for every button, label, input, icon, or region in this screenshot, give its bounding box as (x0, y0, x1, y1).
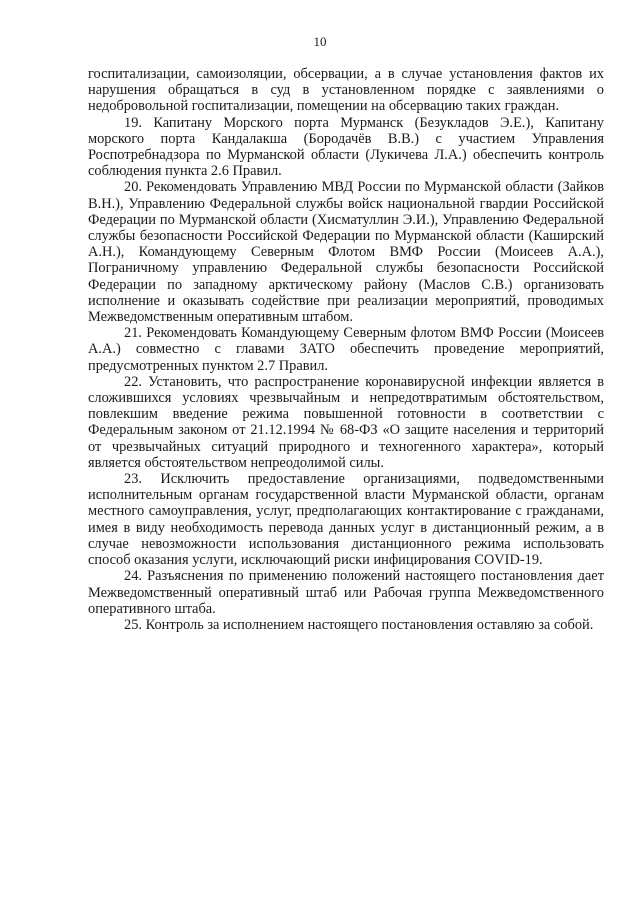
document-body (88, 66, 604, 633)
paragraph-continuation: госпитализации, самоизоляции, обсервации, а в случае установления фактов их нарушения обращаться в суд в установленном порядке с заявлениями о недобровольной госпитализации, помещении на обсервацию таких граждан. (88, 66, 604, 115)
paragraph-item-20: 20. Рекомендовать Управлению МВД России по Мурманской области (Зайков В.Н.), Управлению Федеральной службы войск национальной гвардии Российской Федерации по Мурманской области (Хисматуллин Э.И.), Управлению Федеральной службы безопасности Российской Федерации по Мурманской области (Каширский А.Н.), Командующему Северным Флотом ВМФ России (Моисеев А.А.), Пограничному управлению Федеральной службы безопасности Российской Федерации по западному арктическому району (Маслов С.В.) организовать исполнение и оказывать содействие при реализации мероприятий, проводимых Межведомственным оперативным штабом. (88, 179, 604, 326)
paragraph-item-21: 21. Рекомендовать Командующему Северным флотом ВМФ России (Моисеев А.А.) совместно с главами ЗАТО обеспечить проведение мероприятий, предусмотренных пунктом 2.7 Правил. (88, 325, 604, 374)
paragraph-item-19: 19. Капитану Морского порта Мурманск (Безукладов Э.Е.), Капитану морского порта Кандалакша (Бородачёв В.В.) с участием Управления Роспотребнадзора по Мурманской области (Лукичева Л.А.) обеспечить контроль соблюдения пункта 2.6 Правил. (88, 114, 604, 180)
page-number: 10 (313, 34, 327, 49)
paragraph-item-24: 24. Разъяснения по применению положений настоящего постановления дает Межведомственный оперативный штаб или Рабочая группа Межведомственного оперативного штаба. (88, 568, 604, 617)
paragraph-item-22: 22. Установить, что распространение коронавирусной инфекции является в сложившихся условиях чрезвычайным и непредотвратимым обстоятельством, повлекшим введение режима повышенной готовности в соответствии с Федеральным законом от 21.12.1994 № 68-ФЗ «О защите населения и территорий от чрезвычайных ситуаций природного и техногенного характера», который является обстоятельством непреодолимой силы. (88, 373, 604, 471)
paragraph-item-23: 23. Исключить предоставление организациями, подведомственными исполнительным органам государственной власти Мурманской области, органам местного самоуправления, услуг, предполагающих контактирование с гражданами, имея в виду необходимость перевода данных услуг в дистанционный режим, а в случае невозможности использования дистанционного режима использовать способ оказания услуги, исключающий риски инфицирования COVID-19. (88, 471, 604, 569)
paragraph-item-25: 25. Контроль за исполнением настоящего постановления оставляю за собой. (124, 616, 594, 633)
